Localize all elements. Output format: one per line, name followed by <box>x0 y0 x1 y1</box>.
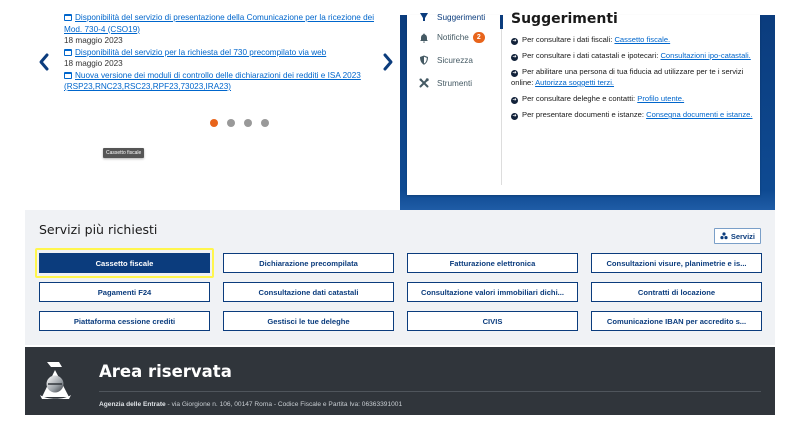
news-link[interactable]: Nuova versione dei moduli di controllo delle dichiarazioni dei redditi e ISA 2023 (RSP23,RNC23,RSC23,RPF23,73023,IRA23) <box>64 70 361 91</box>
carousel-dot-1[interactable] <box>210 119 218 127</box>
carousel-dot-3[interactable] <box>244 119 252 127</box>
suggestion-item: ➜ Per presentare documenti e istanze: Consegna documenti e istanze. <box>512 110 753 119</box>
side-menu-item-notifiche[interactable]: Notifiche 2 <box>419 32 485 43</box>
news-item <box>64 35 384 58</box>
service-button-civis[interactable]: CIVIS <box>407 311 578 331</box>
arrow-circle-right-icon: ➜ <box>512 113 517 119</box>
tools-icon <box>419 78 429 88</box>
carousel-dot-2[interactable] <box>227 119 235 127</box>
news-link[interactable]: Disponibilità del servizio di presentazione della Comunicazione per la ricezione dei Mod. 730-4 (CSO19) <box>64 13 375 34</box>
news-list <box>64 12 384 93</box>
lightbulb-icon <box>419 12 429 22</box>
suggestion-link-consultazioni-ipo-catastali[interactable]: Consultazioni ipo-catastali. <box>660 51 751 60</box>
suggestion-item: ➜ Per consultare deleghe e contatti: Profilo utente. <box>512 94 685 103</box>
suggestion-item: ➜ Per abilitare una persona di tua fiducia ad utilizzare per te i servizi online: Autorizza soggetti terzi. <box>511 67 744 87</box>
service-button-contratti-di-locazione[interactable]: Contratti di locazione <box>591 282 762 302</box>
news-link[interactable]: Disponibilità del servizio per la richiesta del 730 precompilato via web <box>64 48 326 57</box>
notification-badge: 2 <box>473 32 485 43</box>
suggestion-link-autorizza-soggetti-terzi[interactable]: Autorizza soggetti terzi. <box>535 78 615 87</box>
footer <box>25 347 775 415</box>
service-button-fatturazione-elettronica[interactable]: Fatturazione elettronica <box>407 253 578 273</box>
news-item <box>64 12 384 35</box>
arrow-circle-right-icon: ➜ <box>512 54 517 60</box>
service-button-consultazioni-visure[interactable]: Consultazioni visure, planimetrie e is... <box>591 253 762 273</box>
carousel-pagination <box>210 119 269 127</box>
suggestions-title: Suggerimenti <box>511 11 618 27</box>
side-menu <box>407 12 502 185</box>
suggestion-item: ➜ Per consultare i dati fiscali: Cassetto fiscale. <box>512 35 671 44</box>
service-button-dichiarazione-precompilata[interactable]: Dichiarazione precompilata <box>223 253 394 273</box>
news-date: 18 maggio 2023 <box>64 36 123 45</box>
footer-info: Agenzia delle Entrate - via Giorgione n. 106, 00147 Roma - Codice Fiscale e Partita Iva: 06363391001 <box>99 401 403 408</box>
arrow-circle-right-icon: ➜ <box>512 97 517 103</box>
footer-title: Area riservata <box>99 362 232 381</box>
suggestions-card <box>407 11 760 195</box>
most-requested-services <box>25 210 775 345</box>
side-menu-item-sicurezza[interactable]: Sicurezza <box>419 55 473 65</box>
service-button-consultazione-dati-catastali[interactable]: Consultazione dati catastali <box>223 282 394 302</box>
arrow-circle-right-icon: ➜ <box>512 70 517 76</box>
suggestion-link-consegna-documenti[interactable]: Consegna documenti e istanze. <box>646 110 753 119</box>
services-icon <box>720 232 728 240</box>
document-icon <box>64 14 72 21</box>
suggestions-panel <box>400 11 775 210</box>
all-services-button[interactable]: Servizi <box>714 228 761 244</box>
chevron-left-icon <box>37 52 51 72</box>
side-menu-item-strumenti[interactable]: Strumenti <box>419 78 472 88</box>
document-icon <box>64 49 72 56</box>
service-button-piattaforma-cessione-crediti[interactable]: Piattaforma cessione crediti <box>39 311 210 331</box>
bell-icon <box>419 33 429 43</box>
active-indicator <box>500 15 503 29</box>
service-button-cassetto-fiscale[interactable]: Cassetto fiscale <box>39 253 210 273</box>
carousel-prev-button[interactable] <box>37 52 51 72</box>
agenzia-entrate-logo <box>39 361 72 401</box>
tooltip: Cassetto fiscale <box>103 148 144 158</box>
suggestion-link-cassetto-fiscale[interactable]: Cassetto fiscale. <box>614 35 671 44</box>
service-button-comunicazione-iban[interactable]: Comunicazione IBAN per accredito s... <box>591 311 762 331</box>
news-date: 18 maggio 2023 <box>64 59 123 68</box>
suggestions-content <box>511 11 756 125</box>
shield-icon <box>419 55 429 65</box>
services-title: Servizi più richiesti <box>39 222 158 237</box>
service-button-pagamenti-f24[interactable]: Pagamenti F24 <box>39 282 210 302</box>
suggestion-link-profilo-utente[interactable]: Profilo utente. <box>637 94 685 103</box>
suggestion-item: ➜ Per consultare i dati catastali e ipotecari: Consultazioni ipo-catastali. <box>512 51 751 60</box>
service-button-consultazione-valori-immobiliari[interactable]: Consultazione valori immobiliari dichi... <box>407 282 578 302</box>
news-carousel <box>25 0 400 210</box>
footer-divider <box>99 391 761 392</box>
arrow-circle-right-icon: ➜ <box>512 38 517 44</box>
side-menu-item-suggerimenti[interactable]: Suggerimenti <box>419 12 485 22</box>
service-button-gestisci-deleghe[interactable]: Gestisci le tue deleghe <box>223 311 394 331</box>
document-icon <box>64 72 72 79</box>
news-item <box>64 58 384 93</box>
carousel-dot-4[interactable] <box>261 119 269 127</box>
